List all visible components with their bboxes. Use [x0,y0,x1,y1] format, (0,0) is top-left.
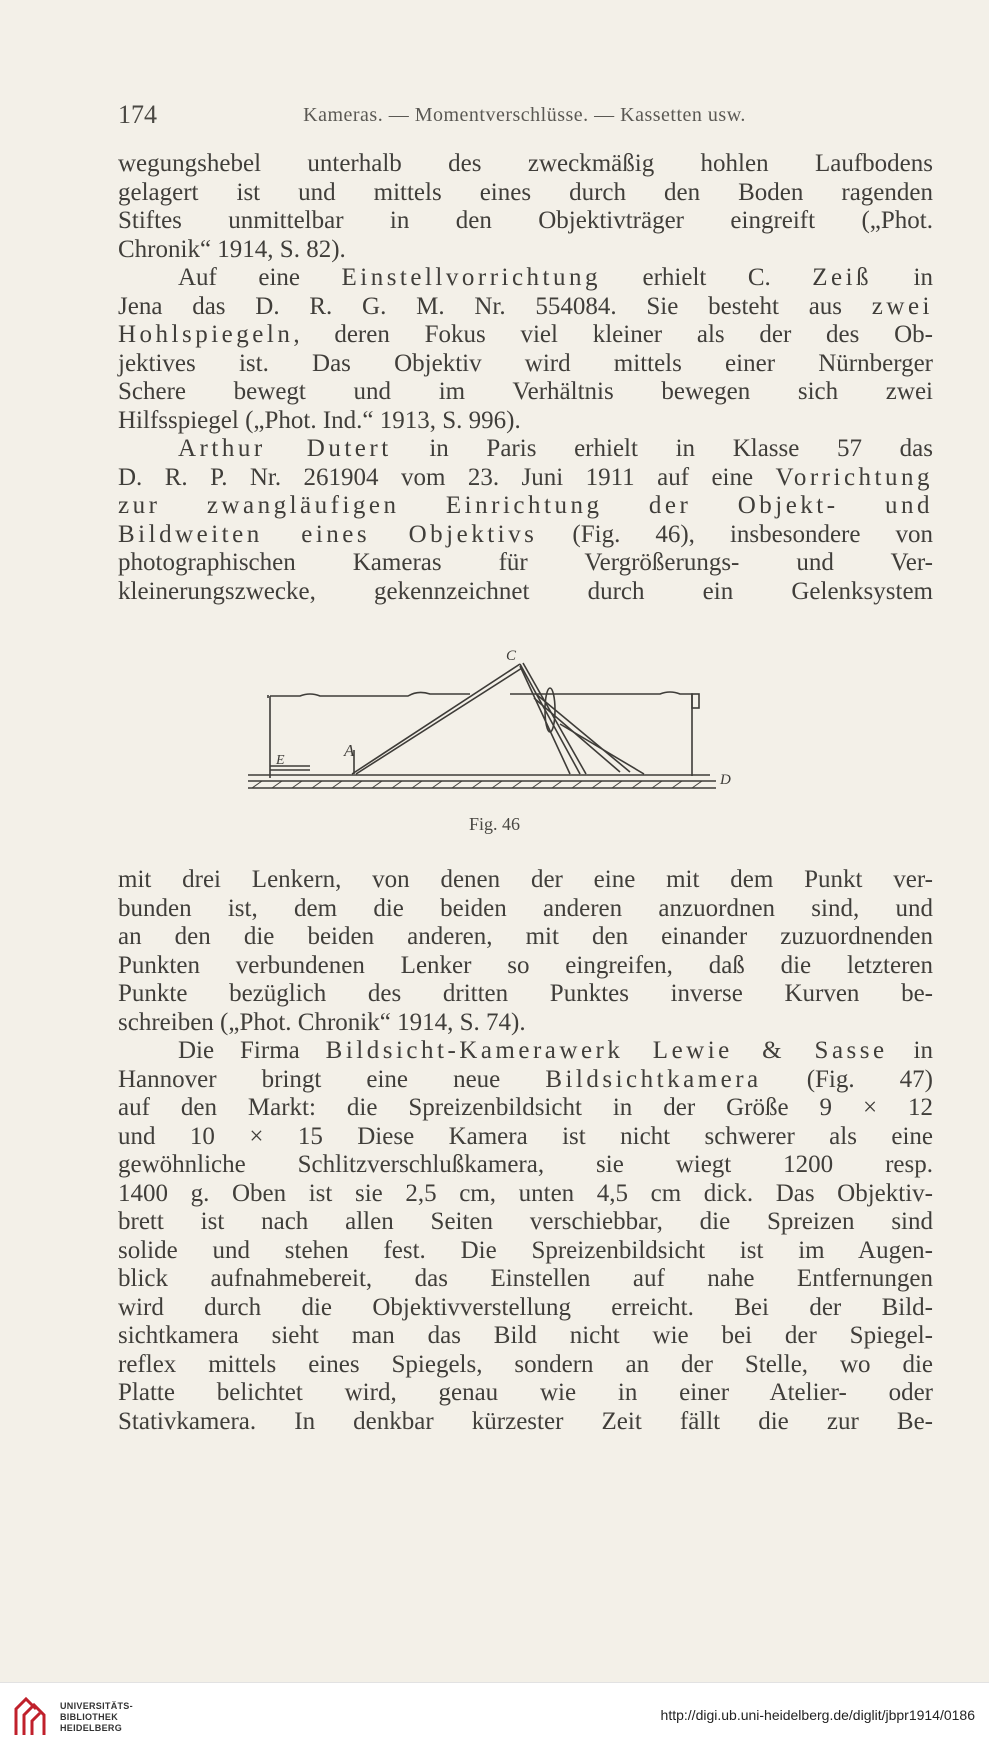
paragraph [118,866,933,1037]
line-text: Hannover bringt eine neue [118,1065,546,1093]
line-text: Auf eine [178,264,342,291]
line-text: blick aufnahmebereit, das Einstellen auf nahe Entfernungen [118,1265,933,1292]
line-text: Chronik“ 1914, S. 82). [118,235,346,263]
figure-label-d: D [720,772,731,788]
line-text: Die Firma [178,1037,326,1064]
text-line [118,435,933,464]
permalink-url[interactable]: http://digi.ub.uni-heidelberg.de/diglit/jbpr1914/0186 [660,1707,975,1723]
line-text: (Fig. 47) [761,1065,933,1093]
line-text: Punkten verbundenen Lenker so eingreifen, daß die letzteren [118,951,933,979]
line-text: in [887,1037,933,1064]
line-text: wird durch die Objektivverstellung erreicht. Bei der Bild- [118,1293,933,1321]
paragraph [118,264,933,435]
figure-label-a: A [344,741,355,760]
text-line [118,521,933,550]
paragraph [118,435,933,606]
line-text: Jena das D. R. G. M. Nr. 554084. Sie besteht aus [118,292,872,320]
text-line [118,207,933,236]
line-text: (Fig. 46), insbesondere von [537,520,933,548]
line-text: 1400 g. Oben ist sie 2,5 cm, unten 4,5 cm dick. Das Objektiv- [118,1179,933,1207]
library-name-line-1: UNIVERSITÄTS- [60,1701,133,1711]
text-line [118,1123,933,1152]
text-line [118,895,933,924]
footer-bar [0,1682,989,1752]
text-line [118,264,933,293]
text-line [118,1066,933,1095]
line-text: in [872,264,933,291]
text-line [118,179,933,208]
text-line [118,549,933,578]
line-text: und 10 × 15 Diese Kamera ist nicht schwerer als eine [118,1122,933,1150]
line-text: kleinerungszwecke, gekennzeichnet durch ein Gelenksystem [118,577,933,605]
text-line [118,378,933,407]
emphasis-text: zwei [871,292,933,320]
text-line [118,1379,933,1408]
running-head [118,100,931,136]
text-line [118,1408,933,1437]
text-line [118,407,933,436]
line-text: schreiben („Phot. Chronik“ 1914, S. 74). [118,1008,526,1036]
line-text: wegungshebel unterhalb des zweckmäßig hohlen Laufbodens [118,150,933,177]
line-text: Stativkamera. In denkbar kürzester Zeit fällt die zur Be- [118,1407,933,1435]
text-line [118,492,933,521]
library-name-line-2: BIBLIOTHEK [60,1712,118,1722]
text-line [118,293,933,322]
library-name-line-3: HEIDELBERG [60,1723,123,1733]
text-line [118,1094,933,1123]
line-text: erhielt C. [601,264,813,291]
page-number: 174 [118,100,157,129]
text-line [118,1180,933,1209]
text-line [118,1009,933,1038]
line-text: auf den Markt: die Spreizenbildsicht in der Größe 9 × 12 [118,1094,933,1121]
text-line [118,1208,933,1237]
text-line [118,1237,933,1266]
line-text: an den die beiden anderen, mit den einander zuzuordnenden [118,923,933,950]
paragraph [118,150,933,264]
figure-46-diagram [240,650,820,820]
line-text: reflex mittels eines Spiegels, sondern an der Stelle, wo die [118,1350,933,1378]
emphasis-text: Bildsicht-Kamerawerk Lewie & Sasse [325,1037,888,1064]
line-text: Schere bewegt und im Verhältnis bewegen sich zwei [118,378,933,405]
emphasis-text: Bildweiten eines Objektivs [118,520,538,548]
emphasis-text: Arthur Dutert [178,435,392,462]
emphasis-text: Zeiß [812,264,873,291]
line-text: bunden ist, dem die beiden anderen anzuordnen sind, und [118,894,933,922]
text-block-top [118,150,933,606]
line-text: in Paris erhielt in Klasse 57 das [391,435,933,462]
text-line [118,1151,933,1180]
university-library-logo-icon[interactable] [10,1695,54,1739]
emphasis-text: Hohlspiegeln [118,321,294,348]
text-line [118,952,933,981]
text-line [118,464,933,493]
text-line [118,1322,933,1351]
figure-label-c: C [506,650,517,664]
line-text: solide und stehen fest. Die Spreizenbildsicht ist im Augen- [118,1236,933,1264]
text-line [118,321,933,350]
line-text: gelagert ist und mittels eines durch den Boden ragenden [118,178,933,206]
line-text: sichtkamera sieht man das Bild nicht wie bei der Spiegel- [118,1322,933,1349]
figure-caption: Fig. 46 [468,814,520,834]
line-text: Hilfsspiegel („Phot. Ind.“ 1913, S. 996). [118,406,521,434]
text-line [118,150,933,179]
emphasis-text: zur zwangläufigen Einrichtung der Objekt- und [118,492,933,519]
line-text: Punkte bezüglich des dritten Punktes inverse Kurven be- [118,980,933,1007]
line-text: gewöhnliche Schlitzverschlußkamera, sie wiegt 1200 resp. [118,1151,933,1178]
emphasis-text: Einstellvorrichtung [341,264,602,291]
emphasis-text: Bildsichtkamera [545,1065,762,1093]
text-line [118,923,933,952]
text-line [118,866,933,895]
line-text: mit drei Lenkern, von denen der eine mit dem Punkt ver- [118,866,933,893]
emphasis-text: Vorrichtung [775,463,933,491]
text-line [118,350,933,379]
line-text: Stiftes unmittelbar in den Objektivträger eingreift („Phot. [118,207,933,234]
line-text: brett ist nach allen Seiten verschiebbar, die Spreizen sind [118,1208,933,1235]
text-block-bottom [118,866,933,1436]
line-text: , deren Fokus viel kleiner als der des Ob- [293,321,933,348]
library-name [60,1701,133,1734]
line-text: jektives ist. Das Objektiv wird mittels einer Nürnberger [118,349,933,377]
line-text: D. R. P. Nr. 261904 vom 23. Juni 1911 auf eine [118,463,776,491]
figure-label-e: E [276,753,285,768]
text-line [118,1265,933,1294]
line-text: photographischen Kameras für Vergrößerungs- und Ver- [118,549,933,576]
text-line [118,980,933,1009]
text-line [118,578,933,607]
line-text: Platte belichtet wird, genau wie in einer Atelier- oder [118,1379,933,1406]
running-head-title: Kameras. — Momentverschlüsse. — Kassetten usw. [303,104,746,126]
text-line [118,236,933,265]
text-line [118,1294,933,1323]
text-line [118,1037,933,1066]
text-line [118,1351,933,1380]
paragraph [118,1037,933,1436]
